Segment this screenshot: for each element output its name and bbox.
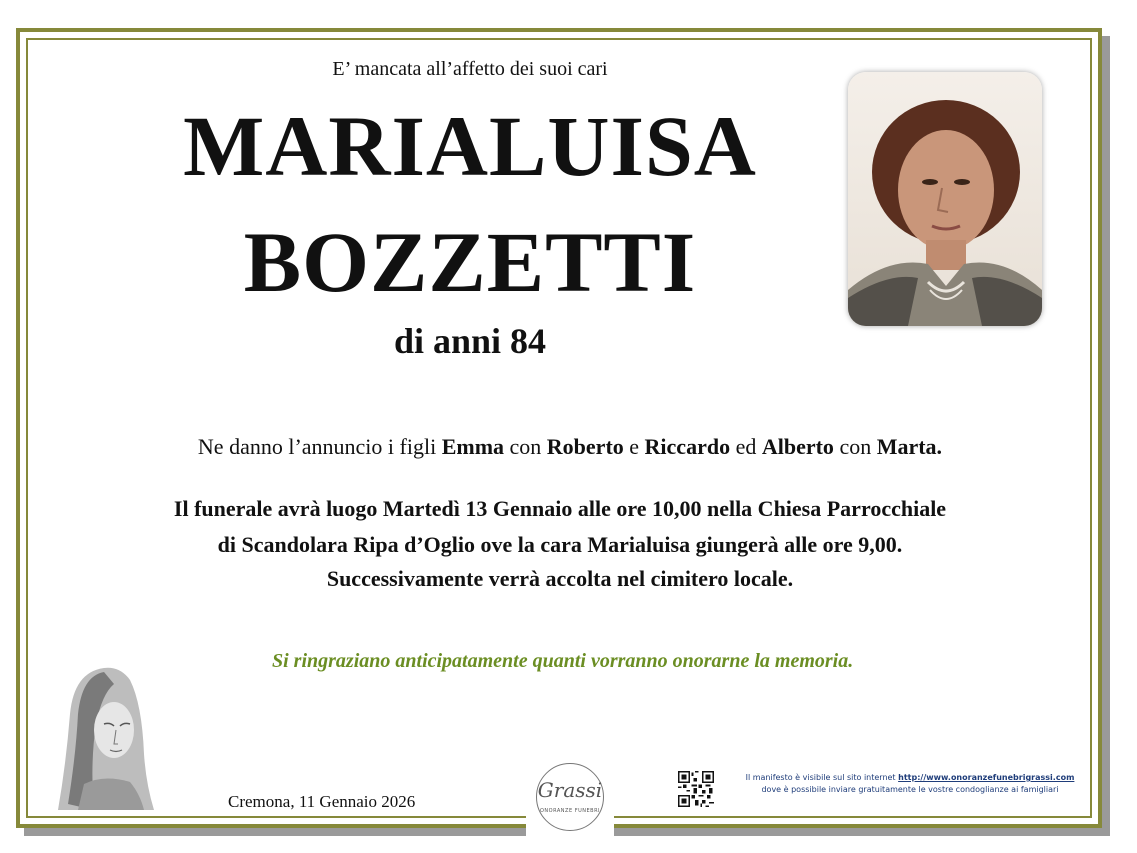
announcement xyxy=(40,434,1100,460)
madonna-icon xyxy=(54,664,158,812)
logo-box xyxy=(526,753,614,841)
funeral-line-2: di Scandolara Ripa d’Oglio ove la cara Marialuisa giungerà alle ore 9,00. xyxy=(217,532,903,557)
website-note-text: Il manifesto è visibile sul sito internet xyxy=(745,773,899,782)
website-note-text-2: dove è possibile inviare gratuitamente le vostre condoglianze ai famigliari xyxy=(761,785,1059,794)
announce-text: con xyxy=(833,434,877,459)
announce-text: ed xyxy=(730,434,762,459)
announce-name: Roberto xyxy=(546,434,624,459)
funeral-line-3: Successivamente verrà accolta nel cimitero locale. xyxy=(326,566,794,591)
announce-text: con xyxy=(504,434,547,459)
announce-name: Emma xyxy=(441,434,505,459)
intro-text: E’ mancata all’affetto dei suoi cari xyxy=(332,58,608,80)
website-note xyxy=(720,772,1100,796)
logo-subtitle: ONORANZE FUNEBRI xyxy=(539,808,601,814)
announce-name: Riccardo xyxy=(644,434,731,459)
age-text: di anni 84 xyxy=(393,321,547,361)
website-link[interactable]: http://www.onoranzefunebrigrassi.com xyxy=(898,773,1075,782)
portrait-image xyxy=(848,72,1042,326)
announce-text: e xyxy=(623,434,645,459)
logo-script: Grassi xyxy=(537,778,603,802)
first-name: MARIALUISA xyxy=(183,98,757,194)
funeral-line-1: Il funerale avrà luogo Martedì 13 Gennaio alle ore 10,00 nella Chiesa Parrocchiale xyxy=(173,496,947,521)
portrait-photo xyxy=(848,72,1042,326)
qr-code-icon[interactable] xyxy=(678,771,714,807)
announce-name: Alberto xyxy=(761,434,834,459)
thanks-text: Si ringraziano anticipatamente quanti vorranno onorarne la memoria. xyxy=(272,650,854,672)
place-date: Cremona, 11 Gennaio 2026 xyxy=(228,792,416,811)
madonna-drawing xyxy=(54,664,158,812)
announce-name: Marta. xyxy=(876,434,943,459)
grassi-logo xyxy=(536,763,604,831)
last-name: BOZZETTI xyxy=(243,214,697,310)
announce-text: Ne danno l’annuncio i figli xyxy=(197,434,442,459)
